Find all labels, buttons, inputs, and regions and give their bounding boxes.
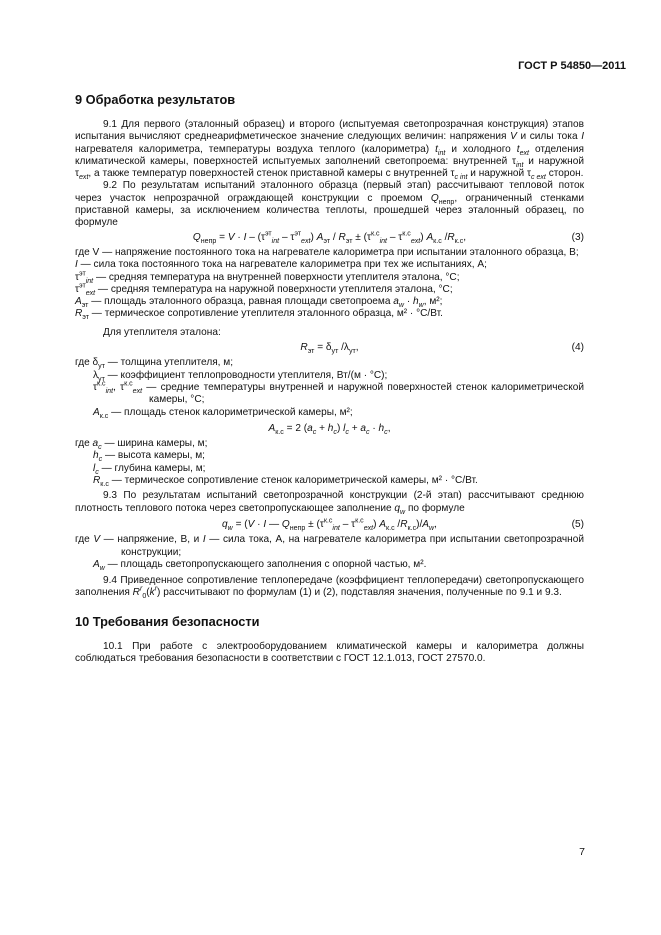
definition-h-c: $h_c$ — высота камеры, м; (93, 450, 205, 464)
standard-designation: ГОСТ Р 54850—2011 (518, 60, 626, 72)
formula-3-number: (3) (571, 231, 584, 243)
definition-tau-int: $\tau^{эт}_{int}$ — средняя температура на внутренней поверхности утеплителя эталона, °С; (75, 270, 460, 285)
definition-l-c: $l_c$ — глубина камеры, м; (93, 462, 206, 476)
paragraph-9-2: 9.2 По результатам испытаний эталонного образца (первый этап) рассчитывают тепловой поток через участок непрозрачной ограждающей конструкции с проемом $Q_{непр}$, ограниченный стенками приставной камеры, за исключением количества теплоты, прошедшей через эталонный образец, по формуле (75, 180, 584, 229)
formula-4: $R_{эт} = \delta_{ут}$ $/\lambda_{ут}$, (4) (300, 342, 584, 356)
formula-4-number: (4) (571, 342, 584, 354)
definition-r-kc: $R_{к.с}$ — термическое сопротивление стенок калориметрической камеры, м² · °С/Вт. (93, 475, 478, 489)
formula-3: $Q_{непр} = V \cdot I - (\tau^{эт}_{int} - \tau^{эт}_{ext})$ $A_{эт} / R_{эт} \pm (\tau^{к.с}_{int} - \tau^{к.с}_{ext})$ $A_{к.с}$ $/R_{к.с}$, (3) (192, 230, 584, 245)
formula-a-kc: $A_{к.с} = 2$ $(a_c + h_c) l_c + a_c \cdot h_c$, (268, 422, 391, 436)
formula-5-number: (5) (571, 518, 584, 530)
definition-delta: где $\delta_{ут}$ — толщина утеплителя, м; (75, 357, 234, 371)
page-number: 7 (579, 846, 585, 858)
definition-a-et: $A_{эт}$ — площадь эталонного образца, равная площади светопроема $a_w \cdot h_w$, м²; (75, 296, 443, 310)
definition-a-c: где $a_c$ — ширина камеры, м; (75, 438, 208, 452)
document-body (75, 92, 584, 665)
paragraph-9-4: 9.4 Приведенное сопротивление теплопередаче (коэффициент теплопередачи) светопропускающего заполнения $R^r_0(k^r)$ рассчитывают по формулам (1) и (2), подставляя значения, полученные по 9.1 и 9.3. (75, 575, 584, 601)
definition-tau-ext: $\tau^{эт}_{ext}$ — средняя температура на наружной поверхности утеплителя эталона, °С; (75, 282, 453, 297)
section-10-title: 10 Требования безопасности (75, 613, 260, 629)
paragraph-9-3: 9.3 По результатам испытаний светопрозрачной конструкции (2-й этап) рассчитывают среднюю плотность теплового потока через светопропускающее заполнение $q_w$ по формуле (75, 490, 584, 516)
paragraph-9-1: 9.1 Для первого (эталонный образец) и второго (испытуемая светопрозрачная конструкция) этапов испытания вычисляют среднеарифметическое значение следующих величин: напряжения V и силы тока I нагревателя калориметра, температуры воздуха теплого (калориметра) $t_{int}$ и холодного $t_{ext}$ отделения климатической камеры, поверхностей испытуемых заполнений светопроема: внутренней $\tau_{int}$ и наружной $\tau_{ext}$, а также температур поверхностей стенок приставной камеры с внутренней $\tau_{c int}$ и наружной $\tau_{c ext}$ сторон. (75, 119, 585, 182)
formula-5: $q_w = (V \cdot I$ — $Q_{непр} \pm (\tau^{к.с}_{int} - \tau^{к.с}_{ext})$ $A_{к.с}$ $/R_{к.с})/A_w$, (5) (222, 517, 584, 532)
definition-a-w: $A_w$ — площадь светопропускающего заполнения с опорной частью, м². (93, 558, 427, 572)
definition-lambda: $\lambda_{ут}$ — коэффициент теплопроводности утеплителя, Вт/(м · °С); (93, 369, 388, 383)
section-9-title: 9 Обработка результатов (75, 92, 236, 107)
definition-i: I — сила тока постоянного тока на нагревателе калориметра при тех же испытаниях, А; (75, 259, 487, 271)
definition-v-i-2: где V — напряжение, В, и I — сила тока, А, на нагревателе калориметра при испытании светопрозрачной конструкции; (75, 534, 584, 558)
definition-tau-chamber: $\tau^{к.с}_{int}$, $\tau^{к.с}_{ext}$ — средние температуры внутренней и наружной поверхностей стенок калориметрической камеры, °С; (93, 380, 584, 406)
definition-a-kc: $A_{к.с}$ — площадь стенок калориметрической камеры, м²; (93, 406, 353, 420)
paragraph-10-1: 10.1 При работе с электрооборудованием климатической камеры и калориметра должны соблюдаться требования безопасности в соответствии с ГОСТ 12.1.013, ГОСТ 27570.0. (75, 640, 584, 664)
definition-r-et: $R_{эт}$ — термическое сопротивление утеплителя эталонного образца, м² · °С/Вт. (75, 308, 443, 322)
insulation-label: Для утеплителя эталона: (103, 326, 221, 338)
definition-v: где V — напряжение постоянного тока на нагревателе калориметра при испытании эталонного образца, В; (75, 246, 579, 258)
